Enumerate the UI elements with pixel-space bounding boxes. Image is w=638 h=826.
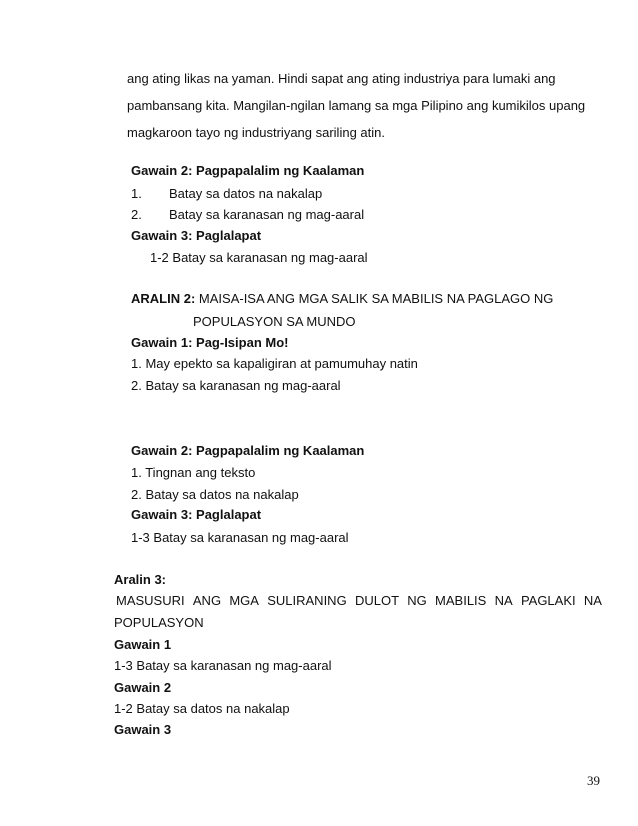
aralin3-gawain1-text: 1-3 Batay sa karanasan ng mag-aaral	[114, 658, 332, 673]
aralin3-title-word: MASUSURI	[116, 593, 185, 608]
aralin2-gawain2-heading: Gawain 2: Pagpapalalim ng Kaalaman	[131, 443, 365, 458]
aralin3-title-word: NG	[407, 593, 427, 608]
gawain3-text: 1-2 Batay sa karanasan ng mag-aaral	[150, 250, 368, 265]
gawain2-item-2-text: Batay sa karanasan ng mag-aaral	[169, 207, 365, 222]
aralin3-title-word: DULOT	[354, 593, 400, 608]
intro-line-1: ang ating likas na yaman. Hindi sapat ang ating industriya para lumaki ang	[127, 71, 556, 86]
aralin3-gawain3-heading: Gawain 3	[114, 722, 172, 737]
aralin3-title-line-2: POPULASYON	[114, 615, 204, 630]
aralin3-gawain2-text: 1-2 Batay sa datos na nakalap	[114, 701, 290, 716]
aralin3-title-word: NA	[583, 593, 602, 608]
aralin2-title	[131, 291, 553, 307]
gawain2-item-1-text: Batay sa datos na nakalap	[169, 186, 323, 201]
aralin2-gawain2-item-2: 2. Batay sa datos na nakalap	[131, 487, 299, 502]
gawain2-heading: Gawain 2: Pagpapalalim ng Kaalaman	[131, 163, 365, 178]
aralin2-label: ARALIN 2:	[131, 291, 196, 306]
aralin3-label: Aralin 3:	[114, 572, 167, 587]
gawain2-item-1-number: 1.	[131, 186, 142, 201]
gawain2-item-2-number: 2.	[131, 207, 142, 222]
aralin2-gawain3-heading: Gawain 3: Paglalapat	[131, 507, 262, 522]
aralin3-title-line-1	[116, 593, 602, 609]
intro-line-3: magkaroon tayo ng industriyang sariling atin.	[127, 125, 385, 140]
page-number: 39	[587, 773, 600, 788]
aralin2-gawain2-item-1: 1. Tingnan ang teksto	[131, 465, 256, 480]
aralin2-gawain1-item-2: 2. Batay sa karanasan ng mag-aaral	[131, 378, 341, 393]
aralin2-gawain3-text: 1-3 Batay sa karanasan ng mag-aaral	[131, 530, 349, 545]
gawain3-heading: Gawain 3: Paglalapat	[131, 228, 262, 243]
aralin2-gawain1-heading: Gawain 1: Pag-Isipan Mo!	[131, 335, 289, 350]
aralin3-gawain2-heading: Gawain 2	[114, 680, 172, 695]
aralin2-title-line-2: POPULASYON SA MUNDO	[193, 314, 356, 329]
aralin3-title-word: ANG	[192, 593, 222, 608]
intro-line-2: pambansang kita. Mangilan-ngilan lamang sa mga Pilipino ang kumikilos upang	[127, 98, 586, 113]
aralin3-title-word: PAGLAKI	[520, 593, 576, 608]
aralin3-title-word: MABILIS	[435, 593, 487, 608]
aralin3-title-word: MGA	[229, 593, 259, 608]
aralin2-title-line-1: MAISA-ISA ANG MGA SALIK SA MABILIS NA PAGLAGO NG	[198, 291, 554, 306]
aralin3-title-word: NA	[494, 593, 513, 608]
aralin2-gawain1-item-1: 1. May epekto sa kapaligiran at pamumuhay natin	[131, 356, 418, 371]
aralin3-title-word: SULIRANING	[267, 593, 347, 608]
aralin3-gawain1-heading: Gawain 1	[114, 637, 172, 652]
